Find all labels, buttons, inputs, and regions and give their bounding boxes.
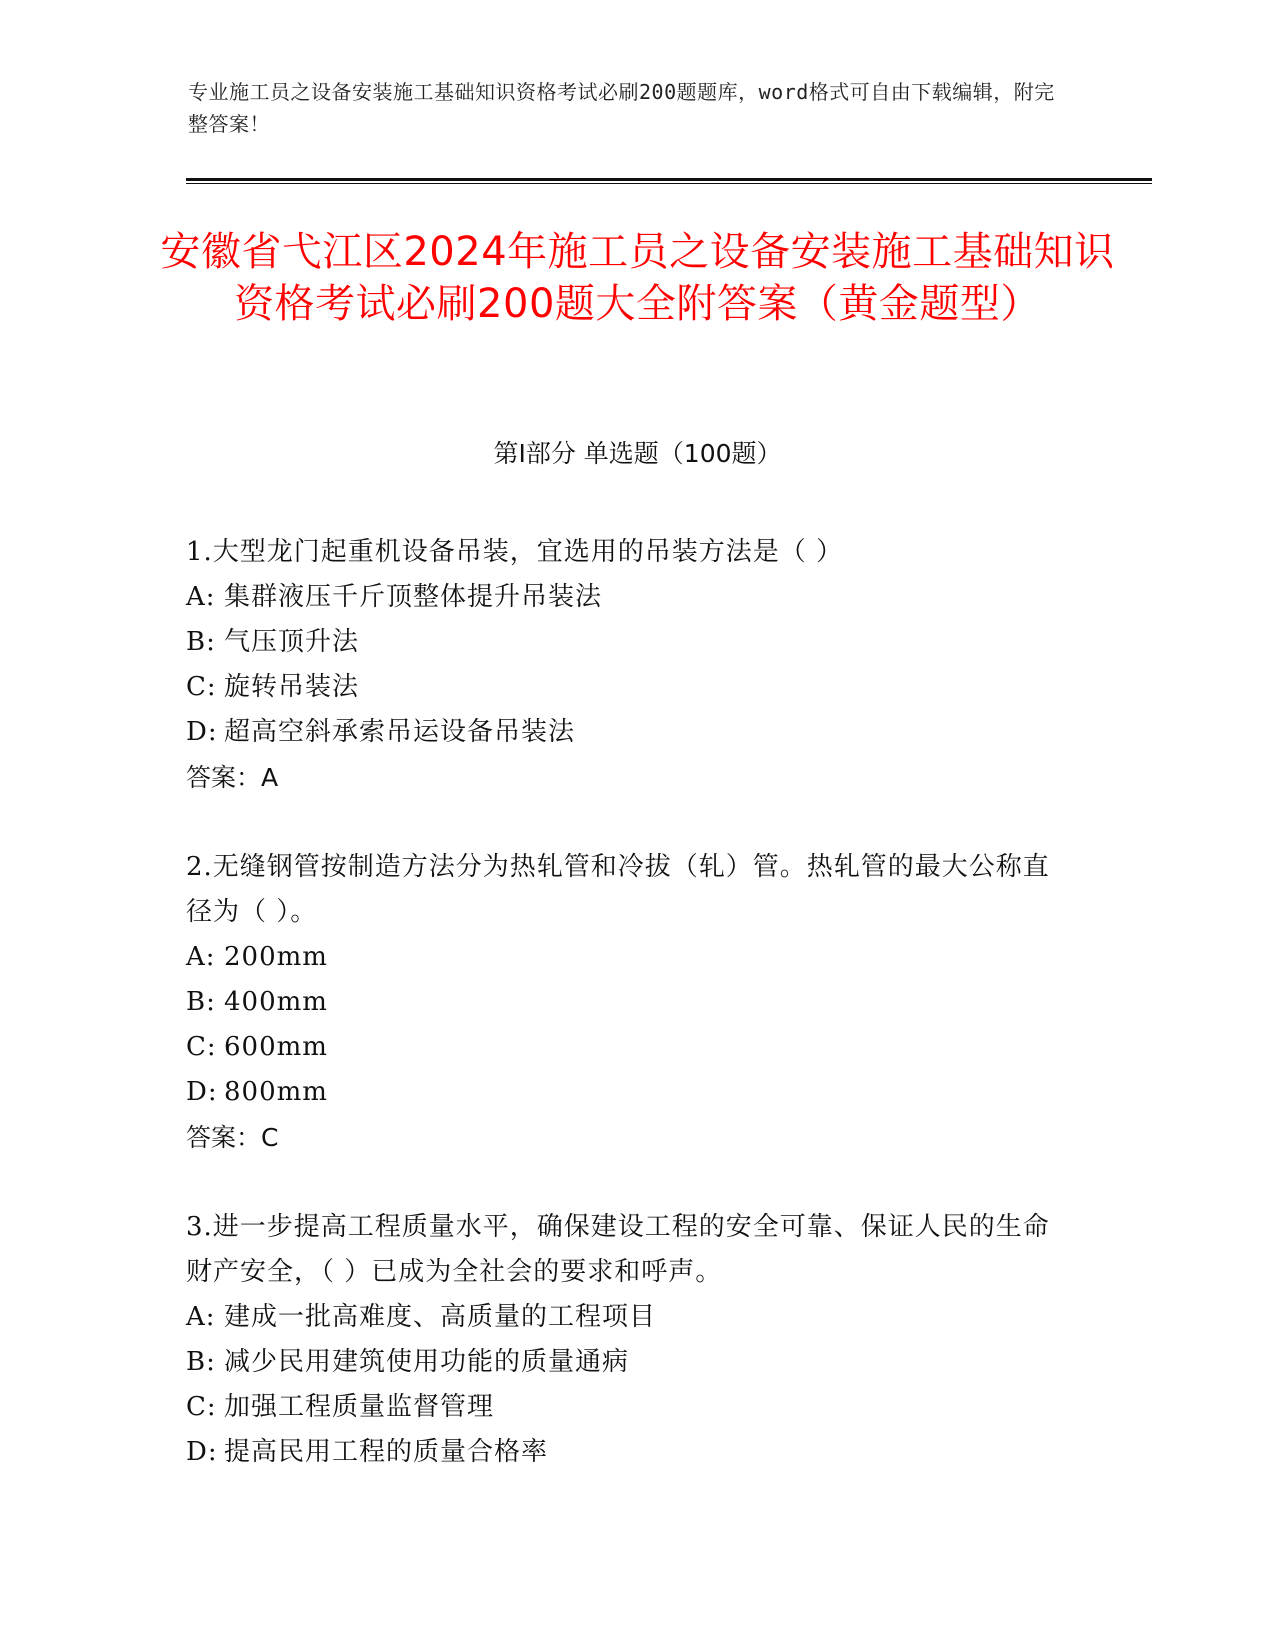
- option-key: C:: [186, 672, 217, 702]
- question-1: [186, 530, 1066, 800]
- option-d: [186, 1430, 1066, 1475]
- option-key: B:: [186, 1347, 216, 1377]
- header-rule-thick: [186, 178, 1152, 181]
- question-3: [186, 1205, 1066, 1475]
- question-stem: 2.无缝钢管按制造方法分为热轧管和冷拔（轧）管。热轧管的最大公称直径为（ ）。: [186, 852, 1050, 927]
- option-key: A:: [186, 942, 216, 972]
- option-key: B:: [186, 627, 216, 657]
- option-a: [186, 1295, 1066, 1340]
- option-a: [186, 935, 1066, 980]
- option-d: [186, 1070, 1066, 1115]
- option-text: 超高空斜承索吊运设备吊装法: [224, 717, 576, 747]
- option-b: [186, 620, 1066, 665]
- option-d: [186, 710, 1066, 755]
- document-title: 安徽省弋江区2024年施工员之设备安装施工基础知识资格考试必刷200题大全附答案（黄金题型）: [160, 229, 1115, 327]
- option-text: 旋转吊装法: [224, 672, 360, 702]
- option-key: C:: [186, 1392, 217, 1422]
- header-note: 专业施工员之设备安装施工基础知识资格考试必刷200题题库，word格式可自由下载编辑，附完整答案！: [188, 80, 1055, 136]
- question-stem: 1.大型龙门起重机设备吊装，宜选用的吊装方法是（ ）: [186, 537, 844, 567]
- option-c: [186, 1025, 1066, 1070]
- option-text: 600mm: [224, 1032, 328, 1062]
- option-text: 400mm: [224, 987, 328, 1017]
- option-text: 气压顶升法: [224, 627, 360, 657]
- option-b: [186, 980, 1066, 1025]
- question-list: [186, 530, 1066, 1520]
- option-key: D:: [186, 1437, 218, 1467]
- section-heading: 第Ⅰ部分 单选题（100题）: [493, 439, 782, 468]
- option-a: [186, 575, 1066, 620]
- option-text: 200mm: [224, 942, 328, 972]
- option-text: 集群液压千斤顶整体提升吊装法: [224, 582, 603, 612]
- option-text: 建成一批高难度、高质量的工程项目: [224, 1302, 657, 1332]
- answer-line: 答案：C: [186, 1123, 279, 1152]
- option-key: A:: [186, 582, 216, 612]
- option-c: [186, 665, 1066, 710]
- option-key: B:: [186, 987, 216, 1017]
- option-key: D:: [186, 717, 218, 747]
- option-b: [186, 1340, 1066, 1385]
- option-text: 800mm: [224, 1077, 328, 1107]
- option-text: 减少民用建筑使用功能的质量通病: [224, 1347, 630, 1377]
- option-c: [186, 1385, 1066, 1430]
- answer-line: 答案：A: [186, 763, 279, 792]
- option-text: 加强工程质量监督管理: [224, 1392, 495, 1422]
- question-stem: 3.进一步提高工程质量水平，确保建设工程的安全可靠、保证人民的生命财产安全，（ ）已成为全社会的要求和呼声。: [186, 1212, 1050, 1287]
- option-key: A:: [186, 1302, 216, 1332]
- option-key: D:: [186, 1077, 218, 1107]
- header-rule-thin: [186, 183, 1152, 184]
- question-2: [186, 845, 1066, 1160]
- option-text: 提高民用工程的质量合格率: [224, 1437, 549, 1467]
- option-key: C:: [186, 1032, 217, 1062]
